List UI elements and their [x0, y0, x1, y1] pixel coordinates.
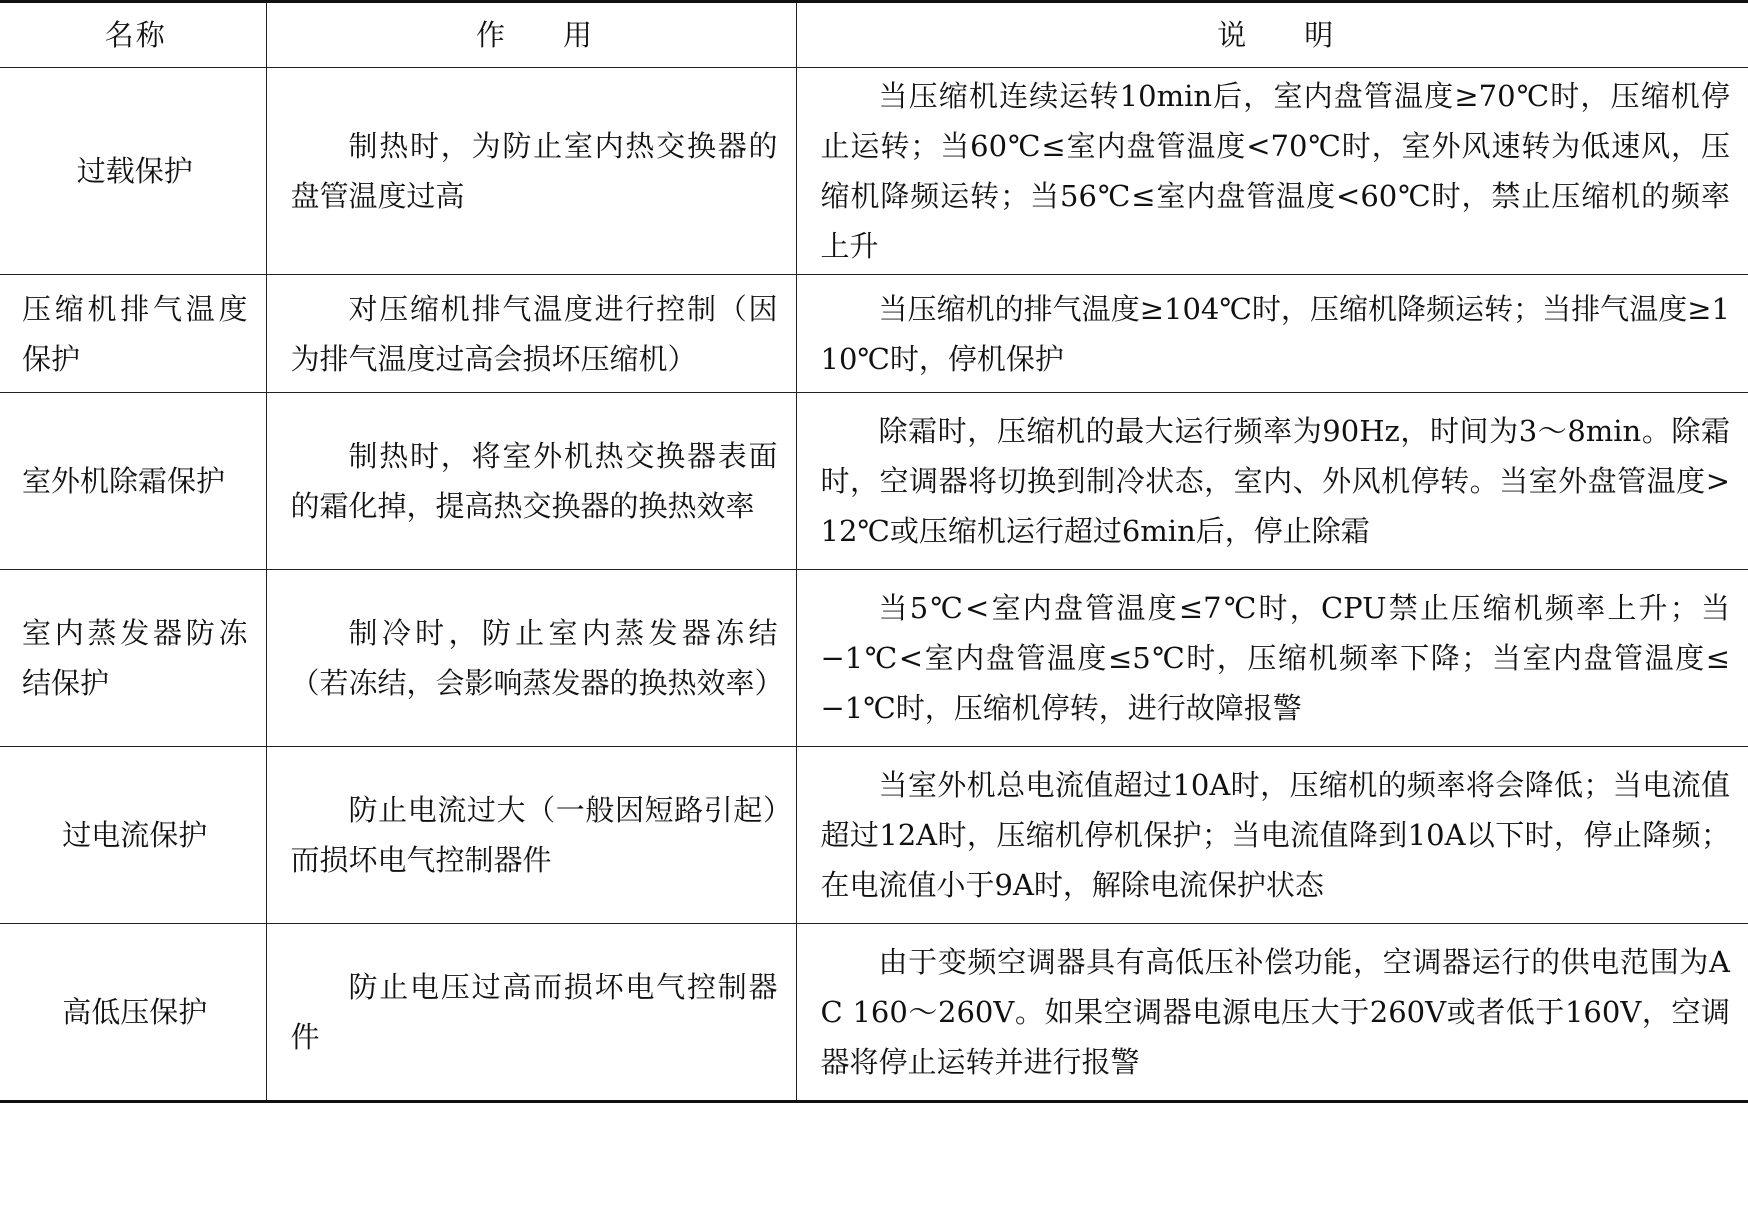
row-function: 对压缩机排气温度进行控制（因为排气温度过高会损坏压缩机） — [266, 275, 796, 393]
header-row — [0, 2, 1748, 68]
row-name: 过电流保护 — [0, 747, 266, 924]
table-row — [0, 747, 1748, 924]
table-row — [0, 924, 1748, 1102]
row-description: 当压缩机的排气温度≥104℃时，压缩机降频运转；当排气温度≥110℃时，停机保护 — [796, 275, 1748, 393]
row-function: 制热时，为防止室内热交换器的盘管温度过高 — [266, 68, 796, 275]
table-header — [0, 2, 1748, 68]
row-description: 当压缩机连续运转10min后，室内盘管温度≥70℃时，压缩机停止运转；当60℃≤室内盘管温度<70℃时，室外风速转为低速风，压缩机降频运转；当56℃≤室内盘管温度<60℃时，禁止压缩机的频率上升 — [796, 68, 1748, 275]
row-name: 室外机除霜保护 — [0, 393, 266, 570]
table-row — [0, 570, 1748, 747]
row-function: 制冷时，防止室内蒸发器冻结（若冻结，会影响蒸发器的换热效率） — [266, 570, 796, 747]
table-row — [0, 68, 1748, 275]
row-function: 制热时，将室外机热交换器表面的霜化掉，提高热交换器的换热效率 — [266, 393, 796, 570]
row-description: 当室外机总电流值超过10A时，压缩机的频率将会降低；当电流值超过12A时，压缩机停机保护；当电流值降到10A以下时，停止降频；在电流值小于9A时，解除电流保护状态 — [796, 747, 1748, 924]
row-function: 防止电压过高而损坏电气控制器件 — [266, 924, 796, 1102]
row-description: 除霜时，压缩机的最大运行频率为90Hz，时间为3～8min。除霜时，空调器将切换到制冷状态，室内、外风机停转。当室外盘管温度>12℃或压缩机运行超过6min后，停止除霜 — [796, 393, 1748, 570]
row-name: 室内蒸发器防冻结保护 — [0, 570, 266, 747]
header-function: 作 用 — [266, 2, 796, 68]
header-name: 名称 — [0, 2, 266, 68]
row-name: 高低压保护 — [0, 924, 266, 1102]
row-name: 过载保护 — [0, 68, 266, 275]
row-function: 防止电流过大（一般因短路引起）而损坏电气控制器件 — [266, 747, 796, 924]
table-row — [0, 393, 1748, 570]
header-description: 说 明 — [796, 2, 1748, 68]
table-row — [0, 275, 1748, 393]
row-name: 压缩机排气温度保护 — [0, 275, 266, 393]
row-description: 由于变频空调器具有高低压补偿功能，空调器运行的供电范围为AC 160～260V。如果空调器电源电压大于260V或者低于160V，空调器将停止运转并进行报警 — [796, 924, 1748, 1102]
table-body — [0, 68, 1748, 1102]
row-description: 当5℃<室内盘管温度≤7℃时，CPU禁止压缩机频率上升；当−1℃<室内盘管温度≤5℃时，压缩机频率下降；当室内盘管温度≤−1℃时，压缩机停转，进行故障报警 — [796, 570, 1748, 747]
